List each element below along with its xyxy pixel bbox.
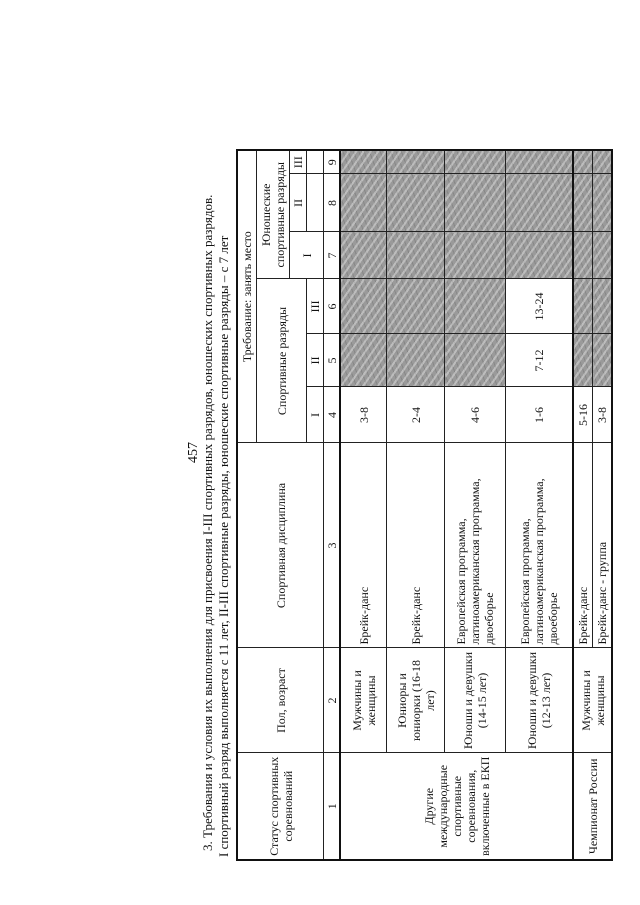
sex-age-cell: Юноши и девушки (12-13 лет) <box>506 648 574 753</box>
shaded-cell <box>573 174 593 232</box>
header-r3: III <box>307 279 324 334</box>
shaded-cell <box>387 334 445 387</box>
col-number: 6 <box>324 279 341 334</box>
shaded-cell <box>573 334 593 387</box>
col-number: 1 <box>324 753 341 860</box>
section-heading: 3. Требования и условия их выполнения для присвоения I-III спортивных разрядов, юношеских спортивных разрядов. <box>200 194 215 851</box>
header-discipline: Спортивная дисциплина <box>237 443 324 648</box>
value-cell: 5-16 <box>573 387 593 443</box>
shaded-cell <box>340 150 387 174</box>
header-y2-num <box>307 174 324 232</box>
sex-age-cell: Юниоры и юниорки (16-18 лет) <box>387 648 445 753</box>
shaded-cell <box>445 174 506 232</box>
discipline-cell: Брейк-данс <box>387 443 445 648</box>
status-cell: Чемпионат России <box>573 753 612 860</box>
sex-age-cell: Юноши и девушки (14-15 лет) <box>445 648 506 753</box>
shaded-cell <box>593 150 613 174</box>
sex-age-cell: Мужчины и женщины <box>340 648 387 753</box>
requirements-table <box>236 149 613 861</box>
shaded-cell <box>573 279 593 334</box>
col-number: 5 <box>324 334 341 387</box>
shaded-cell <box>340 174 387 232</box>
value-cell: 3-8 <box>340 387 387 443</box>
header-r1: I <box>307 387 324 443</box>
table-row <box>573 150 593 860</box>
shaded-cell <box>387 232 445 279</box>
shaded-cell <box>593 279 613 334</box>
header-r2: II <box>307 334 324 387</box>
col-number: 2 <box>324 648 341 753</box>
shaded-cell <box>340 279 387 334</box>
header-y3-num <box>307 150 324 174</box>
header-row <box>237 150 257 860</box>
sex-age-cell: Мужчины и женщины <box>573 648 612 753</box>
shaded-cell <box>340 232 387 279</box>
col-number: 9 <box>324 150 341 174</box>
status-cell: Другие международные спортивные соревнования, включенные в ЕКП <box>340 753 573 860</box>
shaded-cell <box>506 232 574 279</box>
section-subheading: I спортивный разряд выполняется с 11 лет, II-III спортивные разряды, юношеские спортивные разряды – с 7 лет <box>216 235 231 857</box>
shaded-cell <box>593 334 613 387</box>
col-number: 3 <box>324 443 341 648</box>
col-number: 8 <box>324 174 341 232</box>
col-number: 7 <box>324 232 341 279</box>
discipline-cell: Брейк-данс <box>340 443 387 648</box>
header-y3: III <box>290 150 307 174</box>
discipline-cell: Европейская программа, латиноамериканская программа, двоеборье <box>506 443 574 648</box>
shaded-cell <box>506 150 574 174</box>
header-requirement: Требование: занять место <box>237 150 257 443</box>
discipline-cell: Европейская программа, латиноамериканская программа, двоеборье <box>445 443 506 648</box>
value-cell: 13-24 <box>506 279 574 334</box>
col-number: 4 <box>324 387 341 443</box>
value-cell: 2-4 <box>387 387 445 443</box>
shaded-cell <box>593 232 613 279</box>
page-number: 457 <box>186 442 201 463</box>
shaded-cell <box>387 174 445 232</box>
value-cell: 4-6 <box>445 387 506 443</box>
shaded-cell <box>340 334 387 387</box>
header-youth-ranks: Юношеские спортивные разряды <box>257 150 290 279</box>
shaded-cell <box>445 150 506 174</box>
header-y2: II <box>290 174 307 232</box>
column-number-row <box>324 150 341 860</box>
table-row <box>340 150 387 860</box>
header-y1: I <box>290 232 324 279</box>
shaded-cell <box>593 174 613 232</box>
shaded-cell <box>445 232 506 279</box>
shaded-cell <box>445 334 506 387</box>
shaded-cell <box>573 150 593 174</box>
header-sex-age: Пол, возраст <box>237 648 324 753</box>
shaded-cell <box>387 279 445 334</box>
shaded-cell <box>387 150 445 174</box>
value-cell: 7-12 <box>506 334 574 387</box>
shaded-cell <box>506 174 574 232</box>
header-sport-ranks: Спортивные разряды <box>257 279 307 443</box>
value-cell: 3-8 <box>593 387 613 443</box>
shaded-cell <box>445 279 506 334</box>
shaded-cell <box>573 232 593 279</box>
header-status: Статус спортивных соревнований <box>237 753 324 860</box>
value-cell: 1-6 <box>506 387 574 443</box>
discipline-cell: Брейк-данс - группа <box>593 443 613 648</box>
discipline-cell: Брейк-данс <box>573 443 593 648</box>
